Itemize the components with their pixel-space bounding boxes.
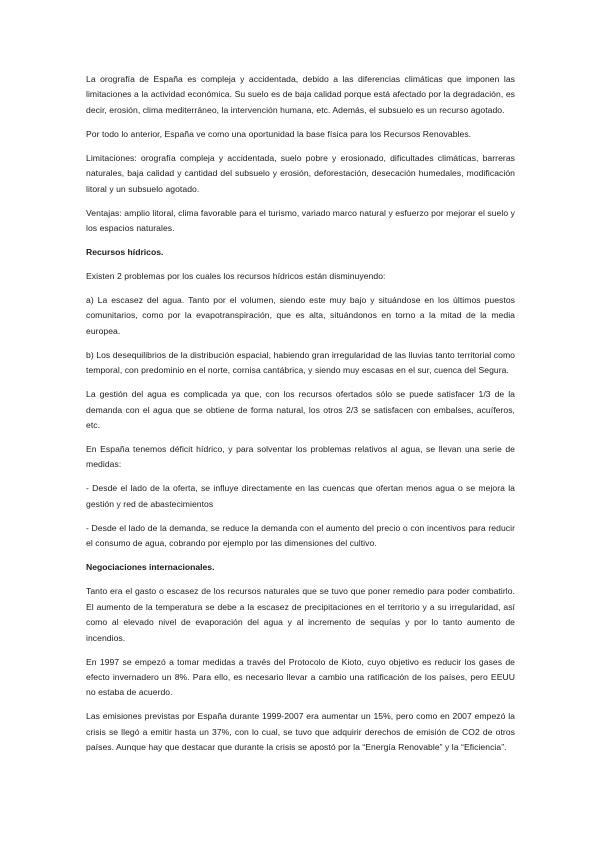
paragraph-oportunidad: Por todo lo anterior, España ve como una oportunidad la base física para los Recursos Renovables. bbox=[86, 128, 472, 139]
paragraph-limitaciones: Limitaciones: orografía compleja y accidentada, suelo pobre y erosionado, dificultades climáticas, barreras naturales, baja calidad y cantidad del subsuelo y erosión, deforestación, desecación humedales, modificación litoral y un subsuelo agotado. bbox=[86, 152, 515, 194]
paragraph-protocolo-kioto: En 1997 se empezó a tomar medidas a través del Protocolo de Kioto, cuyo objetivo es reducir los gases de efecto invernadero un 8%. Para ello, es necesario llevar a cambio una ratificación de los países, pero EEUU no estaba de acuerdo. bbox=[86, 656, 515, 698]
paragraph-medida-oferta: - Desde el lado de la oferta, se influye directamente en las cuencas que ofertan menos agua o se mejora la gestión y red de abastecimientos bbox=[86, 483, 515, 509]
section-heading-recursos-hidricos: Recursos hídricos. bbox=[86, 247, 164, 258]
paragraph-gestion-agua: La gestión del agua es complicada ya que, con los recursos ofertados sólo se puede satisfacer 1/3 de la demanda con el agua que se obtiene de forma natural, los otros 2/3 se satisfacen con embalses, acuíferos, etc. bbox=[86, 389, 515, 431]
paragraph-problemas-intro: Existen 2 problemas por los cuales los recursos hídricos están disminuyendo: bbox=[86, 271, 386, 282]
paragraph-gasto-recursos: Tanto era el gasto o escasez de los recursos naturales que se tuvo que poner remedio para poder combatirlo. El aumento de la temperatura se debe a la escasez de precipitaciones en el territorio y a su irregularidad, así como al elevado nivel de evaporación del agua y al incremento de sequías y por lo tanto aumento de incendios. bbox=[86, 586, 515, 643]
paragraph-desequilibrios: b) Los desequilibrios de la distribución espacial, habiendo gran irregularidad de las lluvias tanto territorial como temporal, con predominio en el norte, cornisa cantábrica, y siendo muy escasas en el sur, cuenca del Segura. bbox=[86, 349, 515, 376]
section-heading-negociaciones: Negociaciones internacionales. bbox=[86, 562, 215, 573]
paragraph-deficit-hidrico: En España tenemos déficit hídrico, y para solventar los problemas relativos al agua, se llevan una serie de medidas: bbox=[86, 444, 515, 470]
document-page bbox=[86, 72, 515, 764]
paragraph-ventajas: Ventajas: amplio litoral, clima favorable para el turismo, variado marco natural y esfuerzo por mejorar el suelo y los espacios naturales. bbox=[86, 207, 515, 234]
paragraph-orografia: La orografía de España es compleja y accidentada, debido a las diferencias climáticas que imponen las limitaciones a la actividad económica. Su suelo es de baja calidad porque está afectado por la degradación, es decir, erosión, clima mediterráneo, la intervención humana, etc. Además, el subsuelo es un recurso agotado. bbox=[86, 74, 515, 115]
paragraph-medida-demanda: - Desde el lado de la demanda, se reduce la demanda con el aumento del precio o con incentivos para reducir el consumo de agua, cobrando por ejemplo por las dimensiones del cultivo. bbox=[86, 522, 515, 549]
paragraph-escasez-agua: a) La escasez del agua. Tanto por el volumen, siendo este muy bajo y situándose en los últimos puestos comunitarios, como por la evapotranspiración, que es alta, situándonos en torno a la mitad de la media europea. bbox=[86, 295, 515, 336]
paragraph-emisiones-espana: Las emisiones previstas por España durante 1999-2007 era aumentar un 15%, pero como en 2007 empezó la crisis se llegó a emitir hasta un 37%, con lo cual, se tuvo que adquirir derechos de emisión de CO2 de otros países. Aunque hay que destacar que durante la crisis se apostó por la “Energía Renovable” y la “Eficiencia”. bbox=[86, 711, 515, 753]
